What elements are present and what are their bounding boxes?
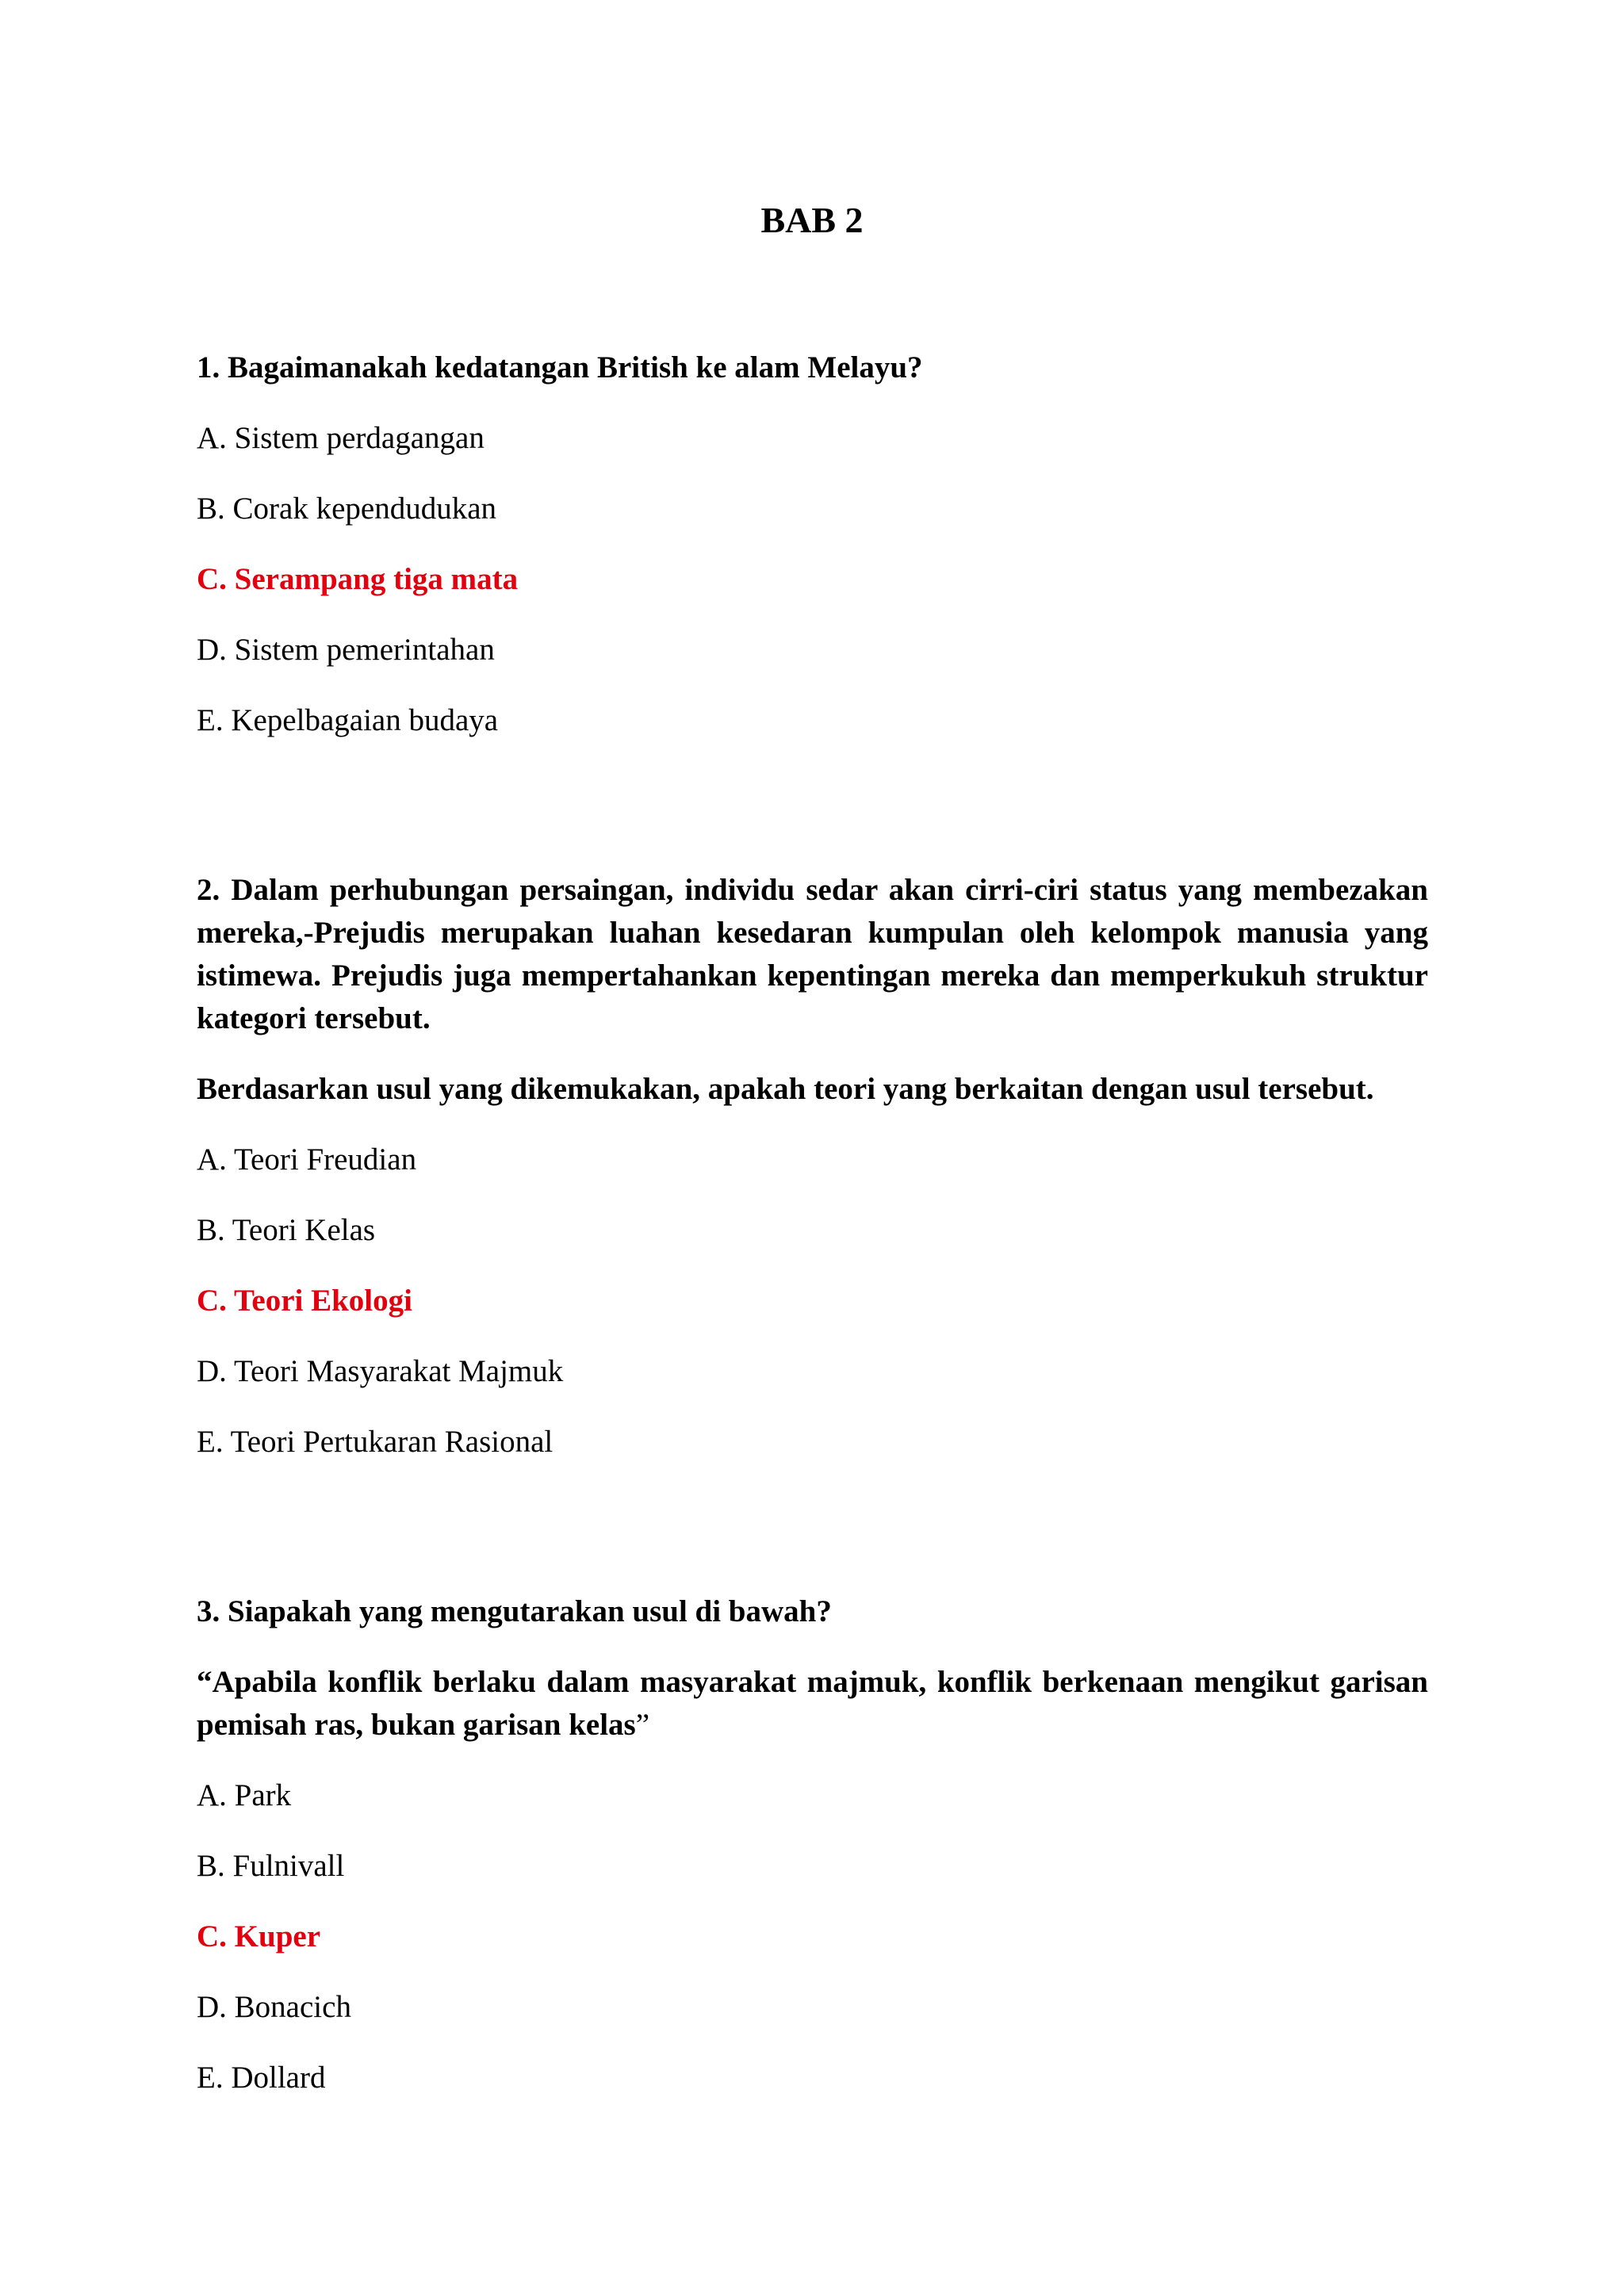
question-3-text: 3. Siapakah yang mengutarakan usul di bawah? (197, 1594, 832, 1628)
question-spacer (197, 1491, 1428, 1590)
question-spacer (197, 770, 1428, 869)
question-3-option-d: D. Bonacich (197, 1990, 351, 2024)
question-2-text: 2. Dalam perhubungan persaingan, individu sedar akan cirri-ciri status yang membezakan mereka,-Prejudis merupakan luahan kesedaran kumpulan oleh kelompok manusia yang istimewa. Prejudis juga mempertahankan kepentingan mereka dan memperkukuh struktur kategori tersebut. (197, 873, 1428, 1035)
question-3-option-a: A. Park (197, 1778, 292, 1812)
question-3-quote-body: “Apabila konflik berlaku dalam masyarakat majmuk, konflik berkenaan mengikut garisan pemisah ras, bukan garisan kelas (197, 1665, 1428, 1742)
question-1-option-d: D. Sistem pemerintahan (197, 633, 495, 667)
question-1-option-e: E. Kepelbagaian budaya (197, 703, 499, 737)
question-2-subtext: Berdasarkan usul yang dikemukakan, apakah teori yang berkaitan dengan usul tersebut. (197, 1072, 1374, 1106)
question-1-option-b: B. Corak kependudukan (197, 492, 497, 526)
question-3-quote (197, 1661, 1428, 1747)
question-2-option-b: B. Teori Kelas (197, 1213, 376, 1247)
question-3-option-e: E. Dollard (197, 2061, 326, 2095)
question-1 (197, 346, 1428, 742)
question-3-quote-close: ” (635, 1708, 650, 1742)
question-list (197, 346, 1428, 2127)
question-2 (197, 869, 1428, 1464)
question-2-option-e: E. Teori Pertukaran Rasional (197, 1425, 553, 1459)
question-1-option-a: A. Sistem perdagangan (197, 421, 485, 455)
question-3 (197, 1590, 1428, 2099)
question-2-option-d: D. Teori Masyarakat Majmuk (197, 1354, 564, 1388)
question-1-option-c-correct: C. Serampang tiga mata (197, 562, 519, 596)
question-3-option-b: B. Fulnivall (197, 1849, 345, 1883)
question-2-option-a: A. Teori Freudian (197, 1142, 417, 1177)
question-1-text: 1. Bagaimanakah kedatangan British ke alam Melayu? (197, 350, 923, 385)
question-2-option-c-correct: C. Teori Ekologi (197, 1284, 412, 1318)
page-title: BAB 2 (760, 200, 864, 240)
question-3-option-c-correct: C. Kuper (197, 1919, 320, 1954)
